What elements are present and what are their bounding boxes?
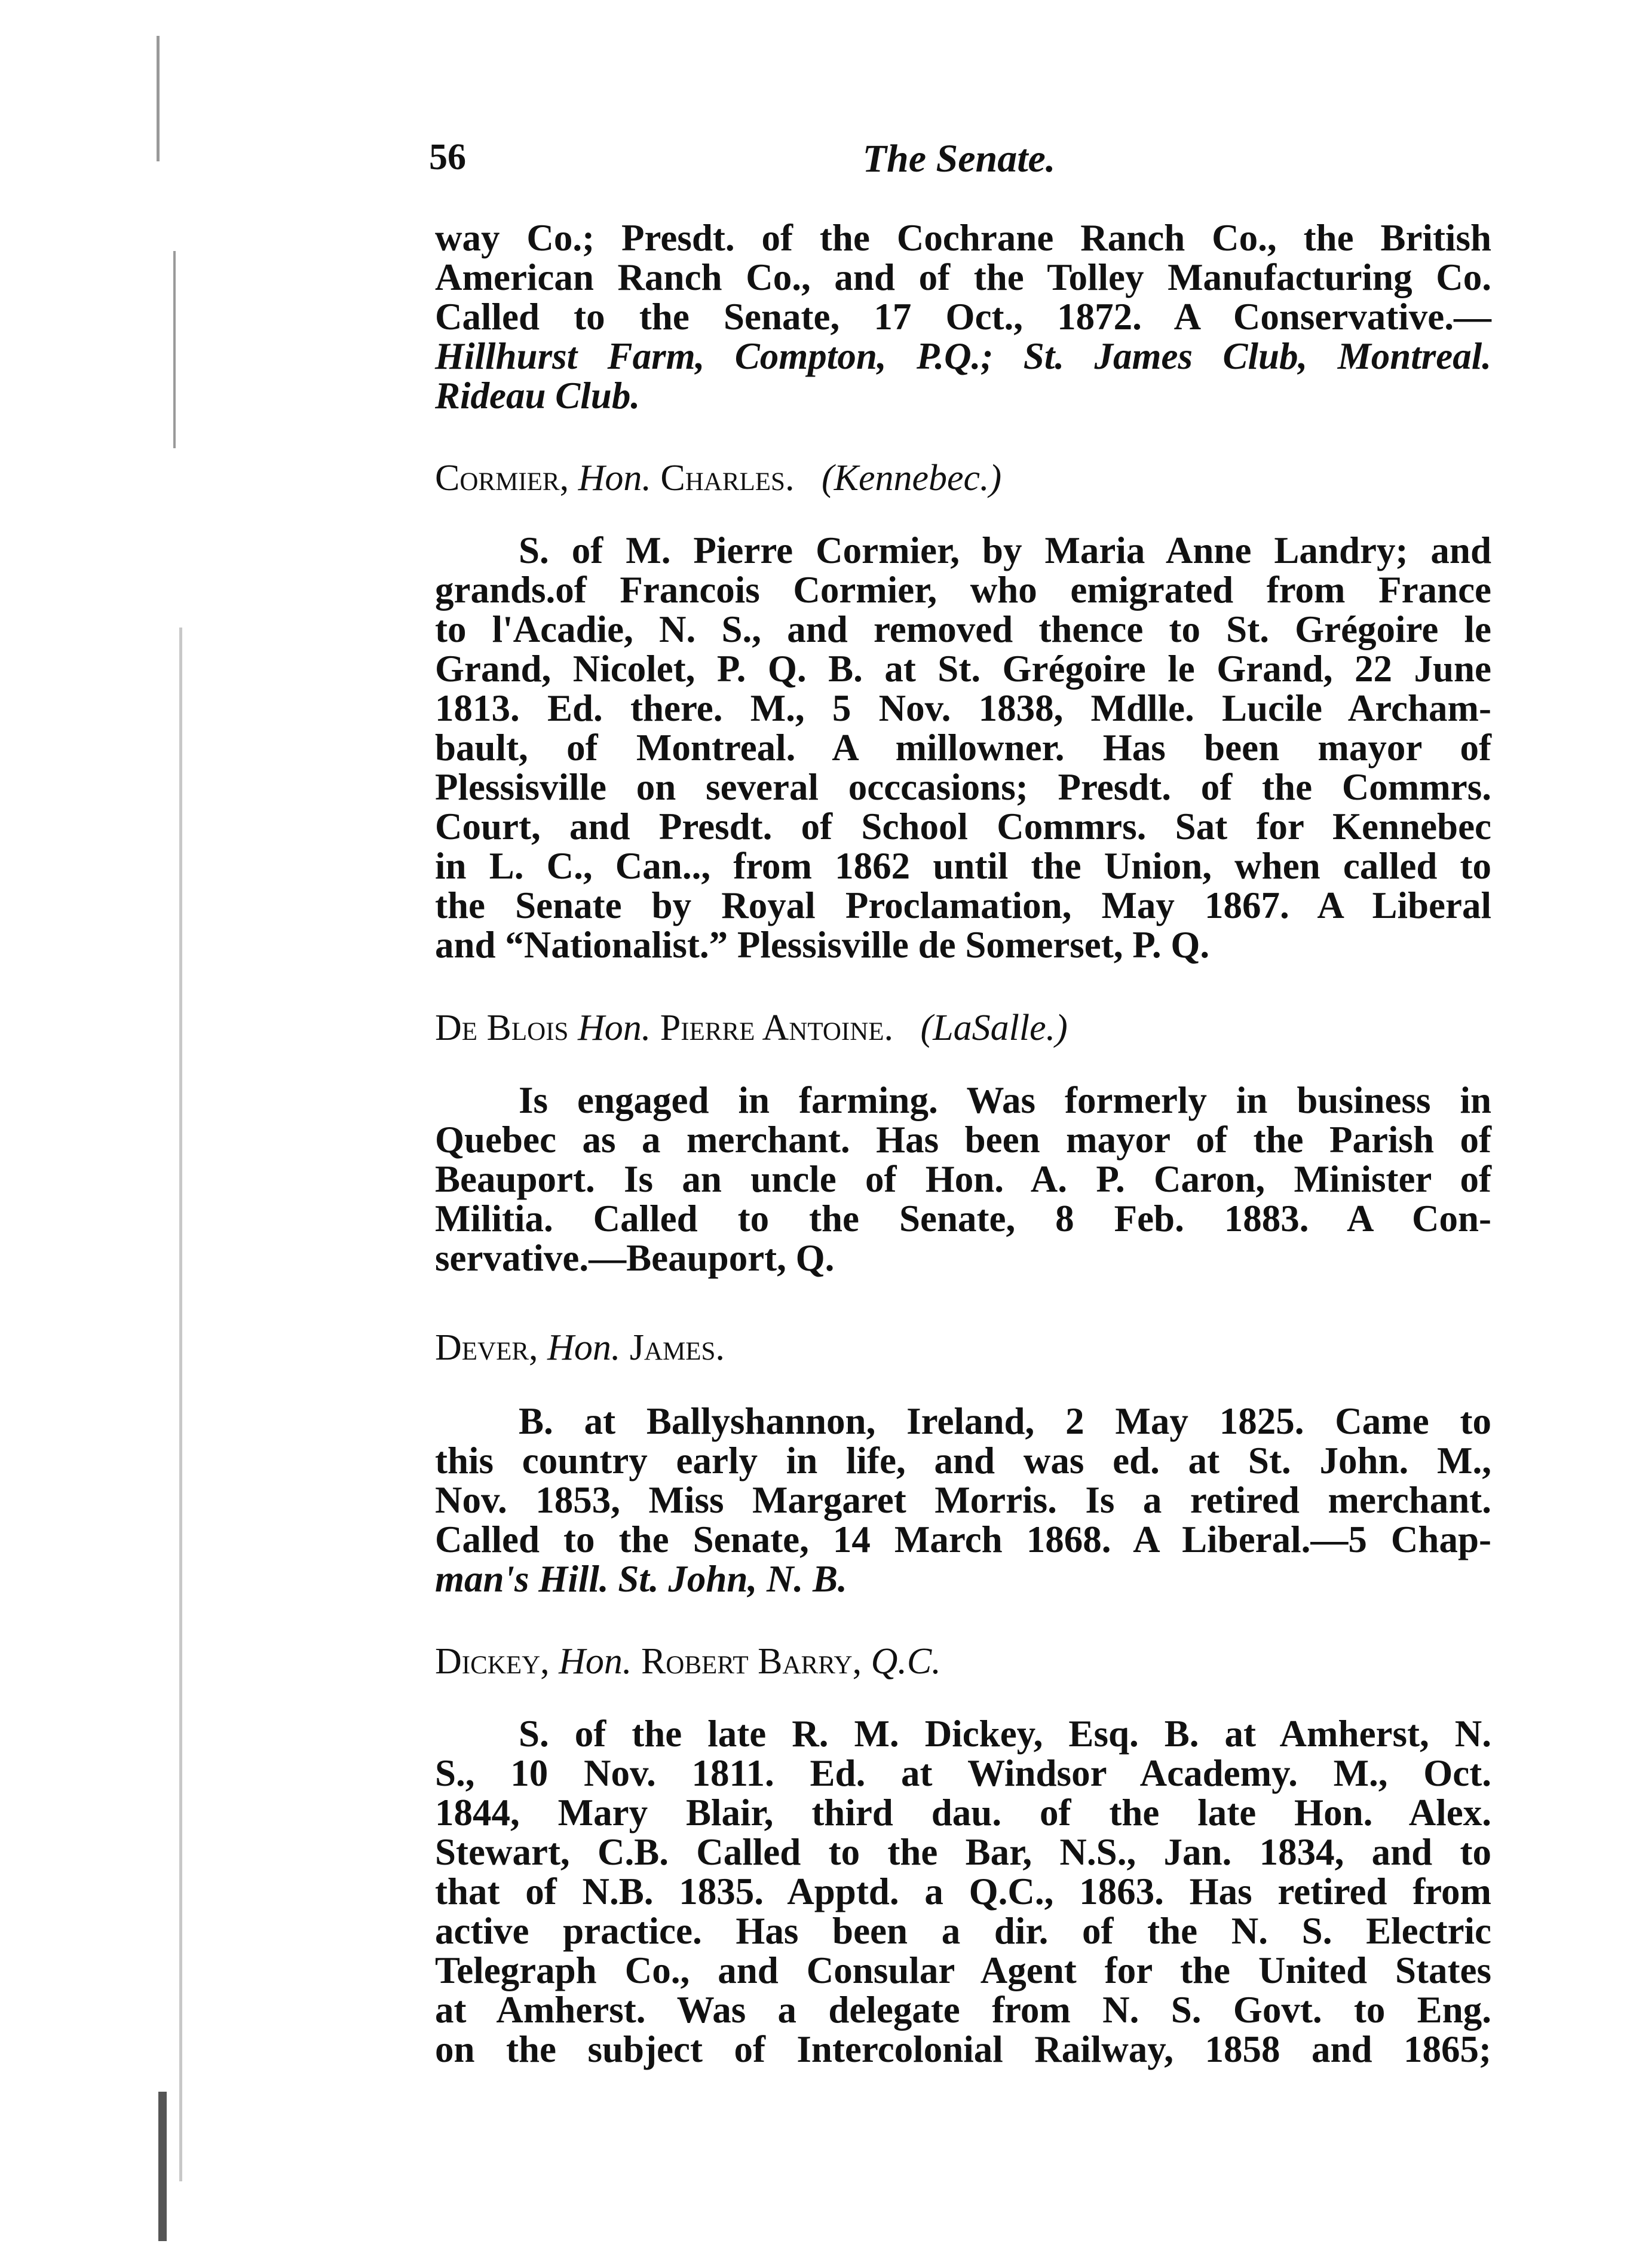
text-line: man's Hill. St. John, N. B. xyxy=(435,1558,847,1600)
continuation-paragraph xyxy=(435,218,1491,415)
text-line: the Senate by Royal Proclamation, May 1867. A Liberal xyxy=(435,884,1491,926)
text-line: in L. C., Can.., from 1862 until the Union, when called to xyxy=(435,845,1491,887)
entry-given-name: James. xyxy=(629,1327,725,1368)
text-line: Called to the Senate, 14 March 1868. A Liberal.—5 Chap- xyxy=(435,1519,1491,1560)
text-line: Is engaged in farming. Was formerly in business in xyxy=(519,1079,1491,1121)
text-line: bault, of Montreal. A millowner. Has been mayor of xyxy=(435,727,1491,769)
text-line: to l'Acadie, N. S., and removed thence to St. Grégoire le xyxy=(435,608,1491,650)
text-line: Quebec as a merchant. Has been mayor of the Parish of xyxy=(435,1119,1491,1161)
text-line: and “Nationalist.” Plessisville de Somerset, P. Q. xyxy=(435,924,1210,966)
entry-given-name: Charles. xyxy=(660,458,795,498)
scan-artifact xyxy=(173,251,176,448)
text-line: S. of the late R. M. Dickey, Esq. B. at Amherst, N. xyxy=(519,1713,1491,1755)
text-line: Nov. 1853, Miss Margaret Morris. Is a retired merchant. xyxy=(435,1479,1491,1521)
text-line: on the subject of Intercolonial Railway, 1858 and 1865; xyxy=(435,2028,1491,2070)
text-line: 1844, Mary Blair, third dau. of the late Hon. Alex. xyxy=(435,1792,1491,1834)
text-line: at Amherst. Was a delegate from N. S. Govt. to Eng. xyxy=(435,1989,1491,2031)
text-line: Militia. Called to the Senate, 8 Feb. 1883. A Con- xyxy=(435,1198,1491,1239)
text-line: 1813. Ed. there. M., 5 Nov. 1838, Mdlle. Lucile Archam- xyxy=(435,687,1491,729)
entry-division: Q.C. xyxy=(871,1641,941,1682)
text-line: Telegraph Co., and Consular Agent for the United States xyxy=(435,1949,1491,1991)
entry-paragraph xyxy=(435,1714,1491,2069)
entry-heading xyxy=(435,457,1001,500)
text-line: S. of M. Pierre Cormier, by Maria Anne Landry; and xyxy=(519,529,1491,571)
text-line: American Ranch Co., and of the Tolley Manufacturing Co. xyxy=(435,256,1491,298)
text-line: Called to the Senate, 17 Oct., 1872. A Conservative.— xyxy=(435,296,1491,338)
text-line: Stewart, C.B. Called to the Bar, N.S., Jan. 1834, and to xyxy=(435,1831,1491,1873)
entry-surname: Dickey, xyxy=(435,1641,550,1682)
entry-surname: Dever, xyxy=(435,1327,538,1368)
entry-division: (Kennebec.) xyxy=(821,458,1002,498)
entry-surname: Cormier, xyxy=(435,458,569,498)
entry-heading xyxy=(435,1640,941,1683)
text-line: way Co.; Presdt. of the Cochrane Ranch Co., the British xyxy=(435,217,1491,259)
entry-given-name: Pierre Antoine. xyxy=(660,1008,894,1048)
text-line: that of N.B. 1835. Apptd. a Q.C., 1863. Has retired from xyxy=(435,1871,1491,1912)
text-line: B. at Ballyshannon, Ireland, 2 May 1825. Came to xyxy=(519,1400,1491,1442)
entry-heading xyxy=(435,1007,1068,1049)
text-line: servative.—Beauport, Q. xyxy=(435,1237,835,1279)
entry-paragraph xyxy=(435,531,1491,965)
entry-paragraph xyxy=(435,1401,1491,1599)
entry-honorific: Hon. xyxy=(578,458,651,498)
text-line: Grand, Nicolet, P. Q. B. at St. Grégoire le Grand, 22 June xyxy=(435,648,1491,690)
entry-heading xyxy=(435,1327,725,1369)
running-head: The Senate. xyxy=(862,137,1056,180)
scan-artifact xyxy=(157,36,160,161)
text-line: Beauport. Is an uncle of Hon. A. P. Caron, Minister of xyxy=(435,1158,1491,1200)
text-line: Court, and Presdt. of School Commrs. Sat for Kennebec xyxy=(435,806,1491,847)
entry-division: (LaSalle.) xyxy=(920,1008,1068,1048)
text-line: Hillhurst Farm, Compton, P.Q.; St. James Club, Montreal. xyxy=(435,335,1491,377)
scan-artifact xyxy=(158,2092,167,2241)
text-line: Rideau Club. xyxy=(435,375,641,417)
text-line: grands.of Francois Cormier, who emigrated from France xyxy=(435,569,1491,611)
page-header xyxy=(429,136,1489,202)
text-line: this country early in life, and was ed. at St. John. M., xyxy=(435,1440,1491,1482)
entry-given-name: Robert Barry, xyxy=(641,1641,862,1682)
entry-surname: De Blois xyxy=(435,1008,569,1048)
text-line: active practice. Has been a dir. of the N. S. Electric xyxy=(435,1910,1491,1952)
text-line: Plessisville on several occcasions; Presdt. of the Commrs. xyxy=(435,766,1491,808)
entry-honorific: Hon. xyxy=(559,1641,632,1682)
entry-honorific: Hon. xyxy=(577,1008,651,1048)
page-number: 56 xyxy=(429,137,466,177)
entry-honorific: Hon. xyxy=(547,1327,621,1368)
scan-artifact xyxy=(179,628,182,2181)
text-line: S., 10 Nov. 1811. Ed. at Windsor Academy. M., Oct. xyxy=(435,1752,1491,1794)
entry-paragraph xyxy=(435,1081,1491,1278)
